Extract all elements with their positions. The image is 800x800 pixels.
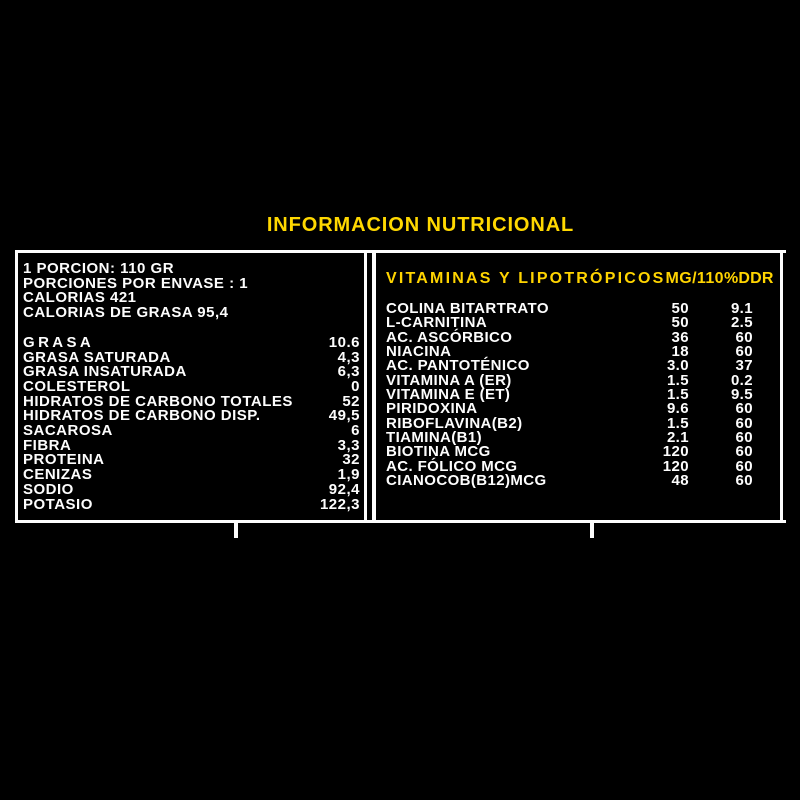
vitamin-label: VITAMINA A (ER) bbox=[386, 371, 512, 389]
serving-info-line: PORCIONES POR ENVASE : 1 bbox=[23, 274, 249, 292]
column-header-mg: MG/110 bbox=[665, 270, 724, 287]
vitamin-ddr-value: 60 bbox=[735, 443, 753, 461]
vitamin-mg-value: 1.5 bbox=[666, 414, 689, 432]
vitamin-label: COLINA BITARTRATO bbox=[386, 300, 549, 317]
nutrient-value: 92,4 bbox=[328, 480, 360, 498]
registration-tick-right bbox=[590, 523, 594, 538]
nutrient-value: 6,3 bbox=[337, 363, 360, 381]
left-panel-border-right bbox=[364, 250, 367, 523]
vitamin-label: AC. FÓLICO MCG bbox=[386, 457, 518, 475]
right-panel-border-left bbox=[372, 250, 376, 523]
nutrient-value: 10.6 bbox=[328, 333, 360, 351]
panel-border-top bbox=[15, 250, 786, 253]
vitamin-ddr-value: 60 bbox=[735, 343, 753, 361]
serving-info-line: 1 PORCION: 110 GR bbox=[23, 260, 175, 277]
vitamin-label: RIBOFLAVINA(B2) bbox=[386, 414, 523, 432]
vitamin-mg-value: 9.6 bbox=[666, 400, 689, 418]
label-title: INFORMACION NUTRICIONAL bbox=[266, 214, 575, 236]
nutrient-label: COLESTEROL bbox=[23, 377, 131, 395]
vitamin-ddr-value: 9.1 bbox=[730, 300, 753, 317]
vitamin-mg-value: 36 bbox=[671, 328, 689, 346]
left-panel-border-left bbox=[15, 250, 18, 523]
right-panel-border-right bbox=[780, 250, 783, 523]
vitamin-ddr-value: 2.5 bbox=[730, 314, 753, 332]
nutrient-label: GRASA INSATURADA bbox=[23, 363, 187, 381]
vitamin-ddr-value: 60 bbox=[735, 400, 753, 418]
nutrient-row bbox=[23, 495, 360, 513]
vitamin-mg-value: 3.0 bbox=[666, 357, 689, 375]
nutrient-label: HIDRATOS DE CARBONO DISP. bbox=[23, 407, 261, 425]
vitamin-mg-value: 2.1 bbox=[666, 429, 689, 447]
vitamins-header bbox=[386, 270, 774, 287]
right-panel bbox=[386, 270, 774, 490]
nutrient-label: SODIO bbox=[23, 480, 74, 498]
nutrient-label: SACAROSA bbox=[23, 422, 113, 440]
nutrient-value: 3,3 bbox=[337, 436, 360, 454]
left-panel bbox=[23, 262, 360, 512]
vitamin-ddr-value: 60 bbox=[735, 429, 753, 447]
vitamin-mg-value: 18 bbox=[671, 343, 689, 361]
vitamin-ddr-value: 60 bbox=[735, 457, 753, 475]
vitamin-ddr-value: 60 bbox=[735, 414, 753, 432]
vitamin-row bbox=[386, 474, 753, 488]
vitamin-rows bbox=[386, 302, 753, 488]
column-header-ddr: %DDR bbox=[723, 270, 774, 287]
vitamins-header-title: VITAMINAS Y LIPOTRÓPICOS bbox=[386, 270, 666, 287]
vitamin-mg-value: 120 bbox=[662, 457, 689, 475]
serving-info-line: CALORIAS DE GRASA 95,4 bbox=[23, 304, 229, 322]
vitamin-mg-value: 1.5 bbox=[666, 371, 689, 389]
vitamin-label: NIACINA bbox=[386, 343, 452, 361]
vitamin-ddr-value: 60 bbox=[735, 472, 753, 490]
panel-border-bottom bbox=[15, 520, 786, 523]
nutrient-value: 6 bbox=[351, 422, 360, 440]
nutrient-rows bbox=[23, 333, 360, 513]
nutrient-value: 4,3 bbox=[337, 348, 360, 366]
serving-info-line: CALORIAS 421 bbox=[23, 289, 137, 307]
nutrient-value: 52 bbox=[342, 392, 360, 410]
vitamin-mg-value: 1.5 bbox=[666, 386, 689, 404]
nutrient-label: HIDRATOS DE CARBONO TOTALES bbox=[23, 392, 293, 410]
vitamin-label: PIRIDOXINA bbox=[386, 400, 478, 418]
nutrient-label: FIBRA bbox=[23, 436, 72, 454]
vitamin-label: CIANOCOB(B12)MCG bbox=[386, 472, 547, 490]
vitamin-mg-value: 48 bbox=[671, 472, 689, 490]
nutrient-value: 1,9 bbox=[337, 466, 360, 484]
nutrient-label: CENIZAS bbox=[23, 466, 93, 484]
nutrient-label: POTASIO bbox=[23, 495, 93, 513]
vitamin-label: AC. ASCÓRBICO bbox=[386, 328, 513, 346]
vitamin-ddr-value: 37 bbox=[735, 357, 753, 375]
nutrient-value: 0 bbox=[351, 377, 360, 395]
vitamin-mg-value: 50 bbox=[671, 300, 689, 317]
vitamin-label: TIAMINA(B1) bbox=[386, 429, 483, 447]
nutrient-value: 32 bbox=[342, 451, 360, 469]
nutrient-value: 49,5 bbox=[328, 407, 360, 425]
vitamin-mg-value: 120 bbox=[662, 443, 689, 461]
nutrient-label: GRASA bbox=[23, 333, 95, 351]
vitamin-mg-value: 50 bbox=[671, 314, 689, 332]
vitamin-label: VITAMINA E (ET) bbox=[386, 386, 511, 404]
vitamin-label: AC. PANTOTÉNICO bbox=[386, 357, 530, 375]
vitamin-ddr-value: 60 bbox=[735, 328, 753, 346]
nutrient-value: 122,3 bbox=[319, 495, 360, 513]
vitamin-label: BIOTINA MCG bbox=[386, 443, 491, 461]
nutrient-row bbox=[23, 424, 360, 439]
vitamin-ddr-value: 9.5 bbox=[730, 386, 753, 404]
vitamin-ddr-value: 0.2 bbox=[730, 371, 753, 389]
nutrient-label: PROTEINA bbox=[23, 451, 105, 469]
registration-tick-left bbox=[234, 523, 238, 538]
nutrient-label: GRASA SATURADA bbox=[23, 348, 171, 366]
vitamin-label: L-CARNITINA bbox=[386, 314, 488, 332]
